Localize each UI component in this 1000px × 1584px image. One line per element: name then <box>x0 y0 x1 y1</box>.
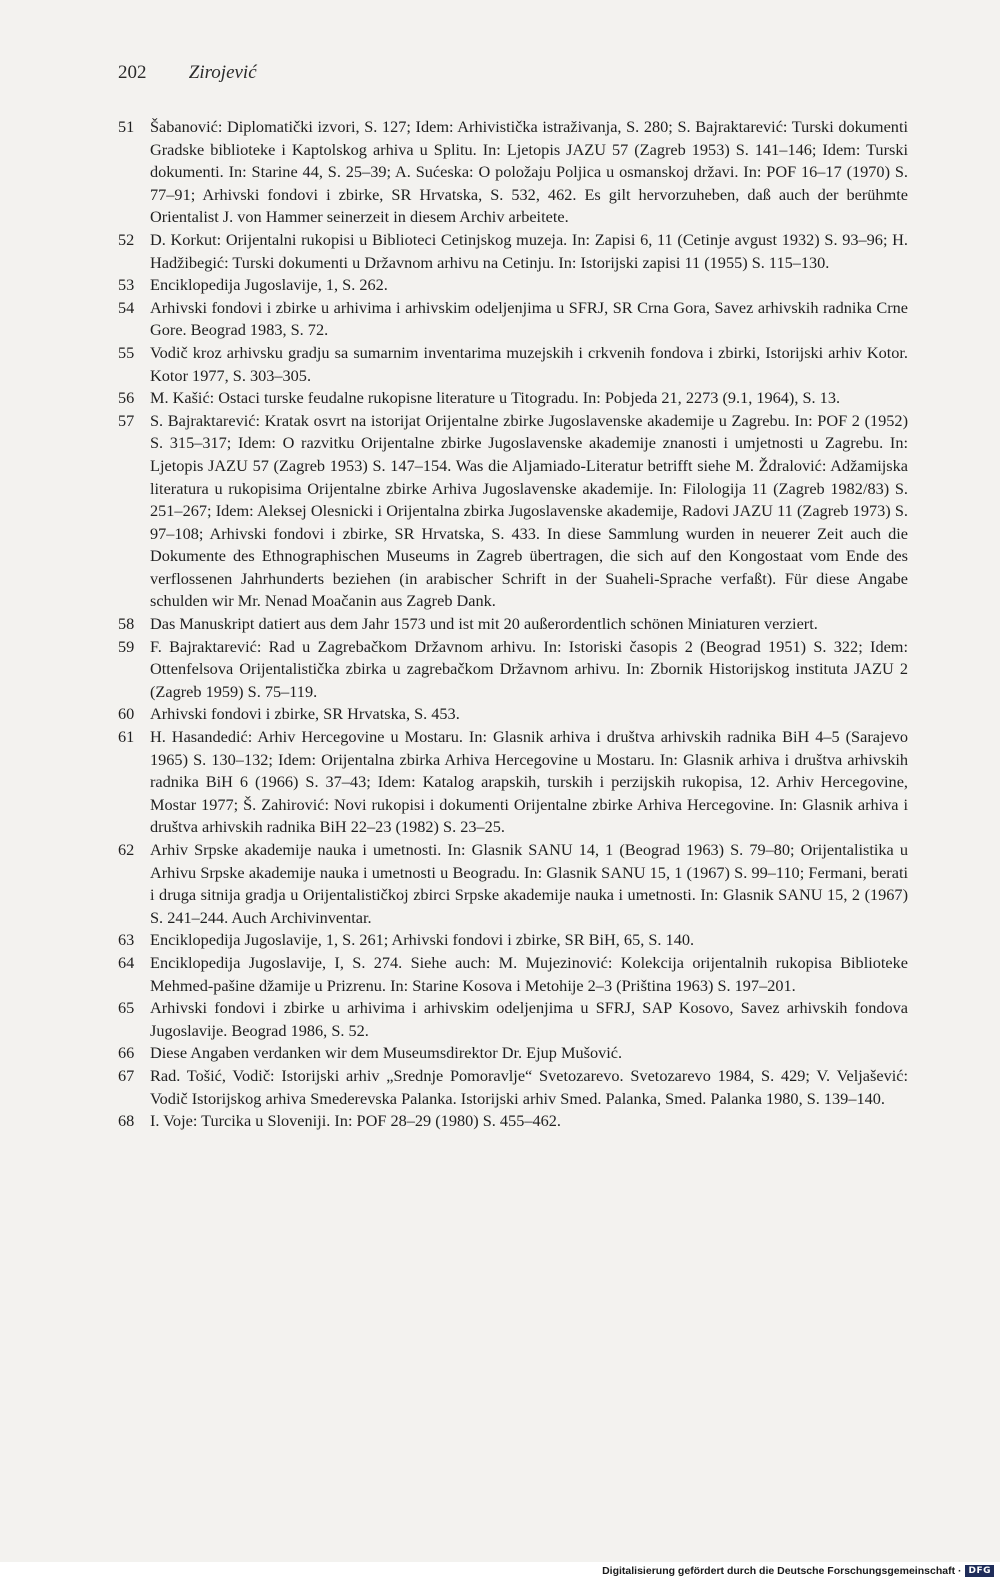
footnote-text: H. Hasandedić: Arhiv Hercegovine u Mostaru. In: Glasnik arhiva i društva arhivskih radnika BiH 4–5 (Sarajevo 1965) S. 130–132; Idem: Orijentalna zbirka Arhiva Hercegovine u Mostaru. In: Glasnik arhiva i društva arhivskih radnika BiH 6 (1966) S. 37–43; Idem: Katalog arapskih, turskih i perzijskih rukopisa, 12. Arhiv Hercegovine, Mostar 1977; Š. Zahirović: Novi rukopisi i dokumenti Orijentalne zbirke Arhiva Hercegovine. In: Glasnik arhiva i društva arhivskih radnika BiH 22–23 (1982) S. 23–25. <box>150 727 908 837</box>
footnote-64 <box>118 952 908 997</box>
footnote-56 <box>118 387 908 410</box>
footnote-text: Enciklopedija Jugoslavije, 1, S. 262. <box>150 275 388 295</box>
footnote-text: D. Korkut: Orijentalni rukopisi u Biblioteci Cetinjskog muzeja. In: Zapisi 6, 11 (Cetinje avgust 1932) S. 93–96; H. Hadžibegić: Turski dokumenti u Državnom arhivu na Cetinju. In: Istorijski zapisi 11 (1955) S. 115–130. <box>150 229 908 272</box>
funding-credit-text: Digitalisierung gefördert durch die Deutsche Forschungsgemeinschaft · <box>602 1565 962 1577</box>
footnote-number: 68 <box>118 1111 135 1131</box>
footnote-number: 58 <box>118 614 135 634</box>
footnote-61 <box>118 726 908 839</box>
footnote-text: Arhiv Srpske akademije nauka i umetnosti. In: Glasnik SANU 14, 1 (Beograd 1963) S. 79–80; Orijentalistika u Arhivu Srpske akademije nauka i umetnosti u Beogradu. In: Glasnik SANU 15, 1 (1967) S. 99–110; Fermani, berati i druga sitnija gradja u Orijentalističkoj zbirci Srpske akademije nauka i umetnosti. In: Glasnik SANU 15, 2 (1967) S. 241–244. Auch Archivinventar. <box>150 840 908 927</box>
footnotes-list <box>118 116 908 1133</box>
footnote-57 <box>118 410 908 613</box>
running-head-author: Zirojević <box>188 62 257 83</box>
footnote-text: S. Bajraktarević: Kratak osvrt na istorijat Orijentalne zbirke Jugoslavenske akademije u Zagrebu. In: POF 2 (1952) S. 315–317; Idem: O razvitku Orijentalne zbirke Jugoslavenske akademije znanosti i umjetnosti u Zagrebu. In: Ljetopis JAZU 57 (Zagreb 1953) S. 147–154. Was die Aljamiado-Literatur betrifft siehe M. Ždralović: Adžamijska literatura u rukopisima Orijentalne zbirke Arhiva Jugoslavenske akademije. In: Filologija 11 (Zagreb 1982/83) S. 251–267; Idem: Aleksej Olesnicki i Orijentalna zbirka Jugoslavenske akademije, Radovi JAZU 11 (Zagreb 1973) S. 97–108; Arhivski fondovi i zbirke, SR Hrvatska, S. 433. In diese Sammlung wurden in neuerer Zeit auch die Dokumente des Ethnographischen Museums in Zagreb übertragen, die sich auf den Kongostaat vom Ende des verflossenen Jahrhunderts beziehen (in arabischer Schrift in der Suaheli-Sprache verfaßt). Für diese Angabe schulden wir Mr. Nenad Moačanin aus Zagreb Dank. <box>150 410 908 611</box>
footnote-number: 63 <box>118 930 135 950</box>
footnote-text: F. Bajraktarević: Rad u Zagrebačkom Državnom arhivu. In: Istoriski časopis 2 (Beograd 1951) S. 322; Idem: Ottenfelsova Orijentalistička zbirka u zagrebačkom Državnom arhivu. In: Zbornik Historijskog instituta JAZU 2 (Zagreb 1959) S. 75–119. <box>150 636 908 701</box>
footnote-number: 55 <box>118 342 135 362</box>
footnote-51 <box>118 116 908 229</box>
footnote-66 <box>118 1042 908 1065</box>
footnote-text: Arhivski fondovi i zbirke u arhivima i arhivskim odeljenjima u SFRJ, SAP Kosovo, Savez arhivskih fondova Jugoslavije. Beograd 1986, S. 52. <box>150 998 908 1040</box>
running-header <box>118 62 257 84</box>
footnote-text: Arhivski fondovi i zbirke u arhivima i arhivskim odeljenjima u SFRJ, SR Crna Gora, Savez arhivskih radnika Crne Gore. Beograd 1983, S. 72. <box>150 297 908 340</box>
footnote-number: 54 <box>118 297 135 317</box>
footnote-text: I. Voje: Turcika u Sloveniji. In: POF 28–29 (1980) S. 455–462. <box>150 1111 561 1131</box>
footnote-68 <box>118 1110 908 1133</box>
footnote-62 <box>118 839 908 929</box>
footnote-text: Vodič kroz arhivsku gradju sa sumarnim inventarima muzejskih i crkvenih fondova i zbirki, Istorijski arhiv Kotor. Kotor 1977, S. 303–305. <box>150 342 908 385</box>
footnote-text: Enciklopedija Jugoslavije, 1, S. 261; Arhivski fondovi i zbirke, SR BiH, 65, S. 140. <box>150 930 695 950</box>
footnote-number: 53 <box>118 275 135 295</box>
footnote-text: Arhivski fondovi i zbirke, SR Hrvatska, S. 453. <box>150 704 460 724</box>
footnote-60 <box>118 703 908 726</box>
dfg-logo: DFG <box>965 1565 994 1577</box>
footnote-number: 64 <box>118 952 135 972</box>
footnote-number: 59 <box>118 636 135 656</box>
footnote-number: 61 <box>118 727 135 747</box>
footnote-text: M. Kašić: Ostaci turske feudalne rukopisne literature u Titogradu. In: Pobjeda 21, 2273 (9.1, 1964), S. 13. <box>150 388 841 408</box>
footnote-number: 60 <box>118 704 135 724</box>
footnote-text: Diese Angaben verdanken wir dem Museumsdirektor Dr. Ejup Mušović. <box>150 1043 623 1063</box>
footnote-number: 57 <box>118 410 135 430</box>
footnote-65 <box>118 997 908 1042</box>
footnote-number: 67 <box>118 1065 135 1085</box>
funding-credit <box>602 1565 994 1577</box>
footnote-67 <box>118 1065 908 1110</box>
footnote-text: Rad. Tošić, Vodič: Istorijski arhiv „Srednje Pomoravlje“ Svetozarevo. Svetozarevo 1984, S. 429; V. Veljašević: Vodič Istorijskog arhiva Smederevska Palanka. Istorijski arhiv Smed. Palanka, Smed. Palanka 1980, S. 139–140. <box>150 1065 908 1108</box>
footnote-text: Enciklopedija Jugoslavije, I, S. 274. Siehe auch: M. Mujezinović: Kolekcija orijentalnih rukopisa Biblioteke Mehmed-pašine džamije u Prizrenu. In: Starine Kosova i Metohije 2–3 (Priština 1963) S. 197–201. <box>150 952 908 995</box>
footnote-number: 52 <box>118 229 135 249</box>
footnote-55 <box>118 342 908 387</box>
footnote-63 <box>118 929 908 952</box>
footnote-number: 66 <box>118 1043 135 1063</box>
page-number: 202 <box>118 62 147 83</box>
footnote-number: 65 <box>118 998 135 1018</box>
footnote-number: 51 <box>118 117 135 136</box>
footnote-53 <box>118 274 908 297</box>
footnote-52 <box>118 229 908 274</box>
footnote-58 <box>118 613 908 636</box>
footnote-number: 56 <box>118 388 135 408</box>
footnote-59 <box>118 636 908 704</box>
footnote-number: 62 <box>118 840 135 859</box>
footnote-text: Šabanović: Diplomatički izvori, S. 127; Idem: Arhivistička istraživanja, S. 280; S. Bajraktarević: Turski dokumenti Gradske biblioteke i Kaptolskog arhiva u Splitu. In: Ljetopis JAZU 57 (Zagreb 1953) S. 141–146; Idem: Turski dokumenti. In: Starine 44, S. 25–39; A. Sućeska: O položaju Poljica u osmanskoj državi. In: POF 16–17 (1970) S. 77–91; Arhivski fondovi i zbirke, SR Hrvatska, S. 532, 462. Es gilt hervorzuheben, daß auch der berühmte Orientalist J. von Hammer seinerzeit in diesem Archiv arbeitete. <box>150 117 908 227</box>
footnote-54 <box>118 297 908 342</box>
footnote-text: Das Manuskript datiert aus dem Jahr 1573 und ist mit 20 außerordentlich schönen Miniaturen verziert. <box>150 614 818 634</box>
